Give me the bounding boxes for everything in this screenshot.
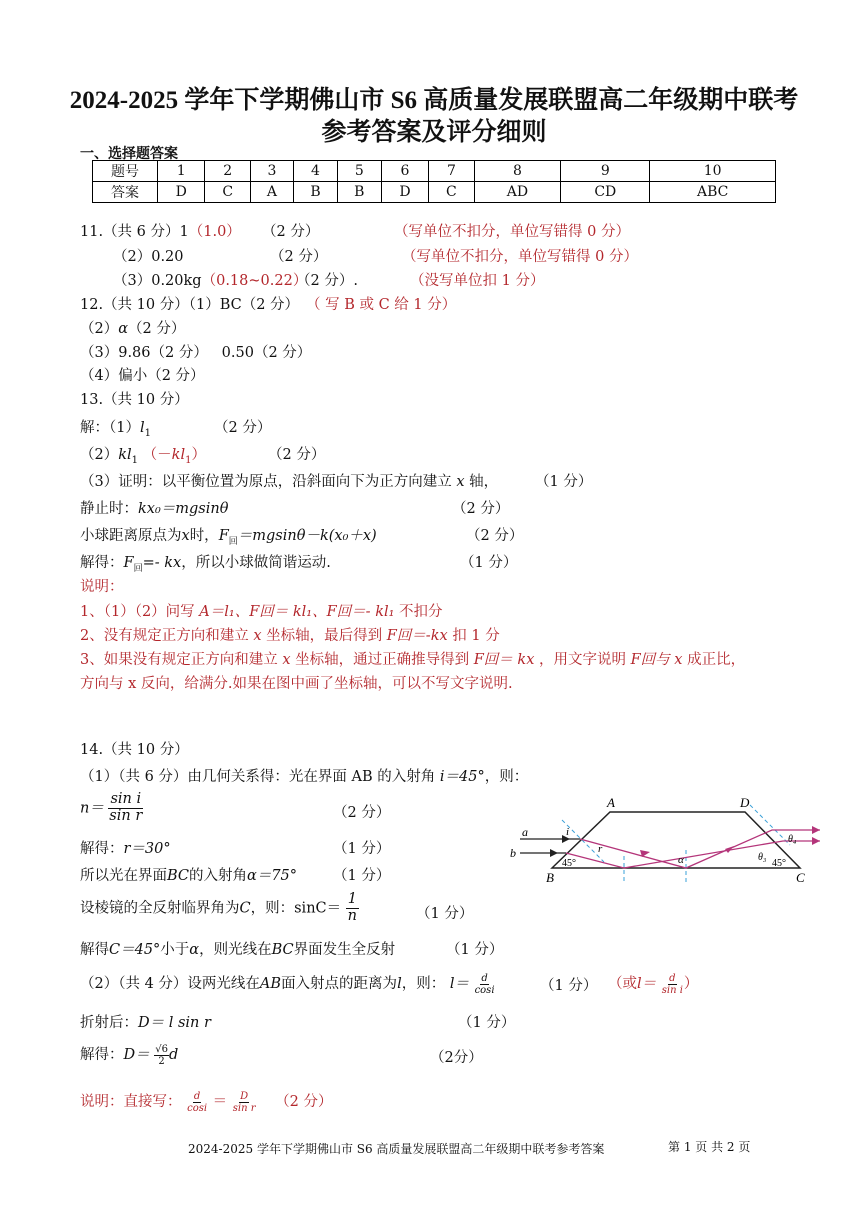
q14-part2-frac (474, 973, 496, 996)
q13-step3-x: x (456, 474, 465, 490)
answer-table (92, 160, 776, 203)
q13-step1-score: （2 分） (214, 420, 272, 436)
q12-line2-pre: （2） (80, 321, 119, 337)
q14-eq-snell (80, 792, 143, 825)
label-B: B (546, 870, 554, 885)
q14-part2-alt-den: sin i (661, 984, 683, 996)
q14-part2-c: ，则： (401, 976, 446, 992)
q13-step1-l: l (139, 420, 145, 436)
q11-part3: （3）0.20kg (113, 273, 202, 289)
table-cell: B (294, 182, 338, 203)
ray-b-arrow (550, 849, 558, 857)
q11-part1: 11.（共 6 分）1 (80, 224, 189, 240)
q13-step4-a: 静止时： (80, 501, 138, 517)
label-D: D (740, 795, 750, 810)
table-cell: D (158, 182, 205, 203)
q14-eq6-eq: D＝ l sin r (138, 1015, 211, 1031)
q14-eq-critical-lhs: sinC＝ (294, 900, 342, 917)
q14-eq-alpha (80, 864, 297, 885)
q13-note-head: 说明： (80, 579, 124, 595)
q13-note3-x2: x (674, 652, 683, 668)
q14-part1-intro (80, 765, 528, 786)
q14-eq-alpha-bc: BC (167, 868, 190, 884)
footer-text: 2024-2025 学年下学期佛山市 S6 高质量发展联盟高二年级期中联考参考答案 (188, 1142, 605, 1156)
q14-eq-critical-frac (346, 892, 359, 925)
q14-eq7-lhs: D＝ (123, 1047, 150, 1063)
prism-ray-diagram (500, 790, 840, 890)
q13-step5-score: （2 分） (466, 528, 524, 544)
q14-part2-alt-frac (661, 973, 684, 996)
q14-eq-r (80, 837, 171, 858)
q13-note3 (80, 648, 745, 669)
label-angle-i: i (566, 826, 570, 838)
q14-note-score: （2 分） (275, 1094, 333, 1110)
q13-step5-b: 时， (189, 528, 219, 544)
q14-eq5-bc: BC (271, 942, 294, 958)
q12-line2-alpha: α (118, 321, 129, 337)
q13-step4-score: （2 分） (452, 501, 510, 517)
table-cell: B (337, 182, 381, 203)
q13-step5-a: 小球距离原点为 (80, 528, 182, 544)
q12-line4: （4）偏小（2 分） (80, 368, 205, 384)
q14-eq-alpha-a: 所以光在界面 (80, 868, 167, 884)
q13-note3-eq: F回＝ kx (473, 652, 535, 668)
q14-eq7-a: 解得： (80, 1047, 124, 1063)
q13-step2-alt-a: （－ (142, 447, 172, 463)
q14-eq-critical-b: ，则： (250, 900, 295, 917)
page-title: 2024-2025 学年下学期佛山市 S6 高质量发展联盟高二年级期中联考 (69, 87, 799, 114)
q13-step1 (80, 416, 151, 439)
q13-step6 (80, 551, 331, 574)
q14-part2-alt-num: d (669, 972, 676, 984)
q13-note3-d: 成正比， (687, 652, 746, 668)
q13-head: 13.（共 10 分） (80, 392, 189, 408)
label-angle-alpha: α (678, 854, 684, 866)
q14-eq-r-eq: r＝30° (123, 841, 171, 857)
q13-note1-eq: A＝l₁、F回＝ kl₁、F回＝- kl₁ (199, 604, 395, 620)
q11-part2-score: （2 分） (270, 249, 328, 265)
q14-eq-alpha-b: 的入射角 (189, 868, 248, 884)
table-row (93, 161, 776, 182)
ray-b-out-arrow (812, 837, 820, 845)
q13-step3-a: （3）证明：以平衡位置为原点，沿斜面向下为正方向建立 (80, 474, 452, 490)
q14-eq5-d: 界面发生全反射 (293, 942, 396, 958)
table-cell: 3 (250, 161, 293, 182)
q14-part2-ab: AB (259, 976, 282, 992)
q13-note1 (80, 600, 443, 621)
q14-part2-num: d (481, 972, 488, 984)
q12-line2-score: （2 分） (128, 321, 186, 337)
q14-part2-score: （1 分） (540, 978, 598, 994)
table-cell: 6 (381, 161, 428, 182)
q14-eq5-eq: C＝45° (109, 942, 161, 958)
q14-eq-alpha-eq: α＝75° (247, 868, 298, 884)
q13-step2-alt-sub: 1 (185, 454, 192, 466)
q11-part3-score: （2 分）. (296, 273, 358, 289)
q12-line1-note: （ 写 B 或 C 给 1 分） (306, 297, 457, 313)
q14-note-eq: ＝ (212, 1094, 228, 1110)
q13-step1-pre: 解：（1） (80, 420, 140, 436)
label-C: C (796, 870, 805, 885)
table-cell: 2 (205, 161, 250, 182)
q13-step4 (80, 497, 228, 518)
q13-note1-a: 1、（1）（2）问写 (80, 604, 195, 620)
q13-step2-alt (142, 447, 206, 466)
q14-eq5-b: 小于 (160, 942, 190, 958)
q11-part1-note: （写单位不扣分，单位写错得 0 分） (394, 224, 630, 240)
q14-eq5-score: （1 分） (446, 942, 504, 958)
q13-step5-F: F (218, 528, 229, 544)
q12-line2 (80, 317, 185, 338)
q13-step4-eq: kx₀＝mgsinθ (138, 501, 229, 517)
q14-note-frac1 (186, 1091, 208, 1114)
q14-note-num2: D (240, 1090, 249, 1102)
q14-part2-alt (608, 972, 698, 996)
q13-step5 (80, 524, 377, 547)
q13-note2-a: 2、没有规定正方向和建立 (80, 628, 249, 644)
q11-part3-range: （0.18~0.22） (201, 273, 308, 289)
q11-part2-note: （写单位不扣分，单位写错得 0 分） (402, 249, 638, 265)
q14-eq-snell-num: sin i (110, 791, 142, 807)
q13-step2-score: （2 分） (268, 447, 326, 463)
q11-line1 (80, 220, 241, 241)
table-cell: A (250, 182, 293, 203)
q14-eq-D (80, 1011, 211, 1032)
table-cell: 10 (650, 161, 776, 182)
normal-cd (750, 805, 790, 845)
q14-part1-a: （1）（共 6 分）由几何关系得：光在界面 AB 的入射角 (80, 769, 436, 785)
table-cell: C (205, 182, 250, 203)
q14-eq-r-score: （1 分） (333, 841, 391, 857)
q14-eq5-c: ，则光线在 (199, 942, 272, 958)
q14-eq5-a: 解得 (80, 942, 109, 958)
q14-eq-snell-den: sin r (109, 807, 143, 824)
label-ray-b: b (510, 846, 516, 860)
q13-step6-sub: 回 (133, 563, 143, 574)
q13-note3-b: 坐标轴，通过正确推导得到 (295, 652, 470, 668)
q13-step6-a: 解得： (80, 555, 124, 571)
q13-note3-a: 3、如果没有规定正方向和建立 (80, 652, 278, 668)
q14-eq-critical-den: n (347, 907, 358, 924)
section-heading-choice: 一、选择题答案 (80, 146, 178, 162)
table-row-label: 题号 (93, 161, 158, 182)
q13-step6-eq: =- kx (142, 555, 182, 571)
q11-part2: （2）0.20 (113, 249, 184, 265)
q13-note3-line2: 方向与 x 反向，给满分.如果在图中画了坐标轴，可以不写文字说明. (80, 676, 513, 692)
q14-eq5-alpha: α (189, 942, 200, 958)
q11-part1-score: （2 分） (262, 224, 320, 240)
q14-part1-b: ，则： (484, 769, 529, 785)
table-cell: ABC (650, 182, 776, 203)
q11-part1-alt: （1.0） (188, 224, 241, 240)
q13-step3-b: 轴， (469, 474, 499, 490)
q13-step6-F: F (123, 555, 134, 571)
q14-note-a: 说明：直接写： (80, 1094, 182, 1110)
q11-line3 (113, 269, 307, 290)
q14-part2-alt-b: ） (683, 976, 699, 992)
q14-note (80, 1090, 332, 1114)
q13-step6-score: （1 分） (460, 555, 518, 571)
q14-part2-intro (80, 972, 496, 996)
q14-note-den2: sin r (232, 1102, 256, 1114)
table-cell: D (381, 182, 428, 203)
q13-step5-eq: ＝mgsinθ－k(x₀＋x) (237, 528, 377, 544)
label-angle-right: 45° (772, 858, 786, 869)
q13-note2-x: x (253, 628, 262, 644)
q14-eq-critical-score: （1 分） (416, 906, 474, 922)
q12-line1: 12.（共 10 分）（1）BC（2 分） (80, 297, 300, 313)
q13-note2-eq: F回＝-kx (386, 628, 448, 644)
table-cell: AD (474, 182, 561, 203)
q13-step3 (80, 470, 498, 491)
q13-note3-c: ，用文字说明 (539, 652, 626, 668)
q14-eq-alpha-score: （1 分） (333, 868, 391, 884)
q14-part2-a: （2）（共 4 分）设两光线在 (80, 976, 260, 992)
q13-step5-x: x (181, 528, 190, 544)
table-cell: 8 (474, 161, 561, 182)
q14-part2-den: cosi (474, 984, 495, 996)
q13-note2 (80, 624, 500, 645)
q14-eq-critical-a: 设棱镜的全反射临界角为 (80, 900, 240, 917)
q14-part2-alt-lhs: l＝ (637, 976, 657, 992)
q14-eq-r-a: 解得： (80, 841, 124, 857)
table-cell: 4 (294, 161, 338, 182)
q14-eq-critical-c: C (239, 900, 251, 917)
q11-part3-note: （没写单位扣 1 分） (410, 273, 545, 289)
q14-part1-eq: i＝45° (439, 769, 485, 785)
q14-eq-snell-frac (108, 792, 143, 825)
q12-line3: （3）9.86（2 分） 0.50（2 分） (80, 345, 312, 361)
q14-part2-eq-lhs: l＝ (449, 976, 469, 992)
q14-note-num1: d (193, 1090, 201, 1102)
table-cell: 7 (429, 161, 474, 182)
label-ray-a: a (522, 825, 528, 839)
q14-part2-l: l (397, 976, 402, 992)
table-cell: 5 (337, 161, 381, 182)
table-cell: 9 (561, 161, 650, 182)
q14-part2-b: 面入射点的距离为 (281, 976, 398, 992)
table-cell: CD (561, 182, 650, 203)
label-angle-left: 45° (562, 858, 576, 869)
page-subtitle: 参考答案及评分细则 (321, 119, 547, 146)
q13-step2-kl: kl (118, 447, 132, 463)
q14-eq6-a: 折射后： (80, 1015, 138, 1031)
q13-step5-sub: 回 (228, 536, 238, 547)
table-cell: C (429, 182, 474, 203)
q14-eq-snell-score: （2 分） (333, 805, 391, 821)
q13-step6-b: ，所以小球做简谐运动. (181, 555, 331, 571)
q13-note3-F: F回与 (630, 652, 670, 668)
table-row (93, 182, 776, 203)
q13-note3-x: x (282, 652, 291, 668)
q14-note-frac2 (232, 1091, 257, 1114)
q13-note2-b: 坐标轴，最后得到 (266, 628, 383, 644)
q14-eq-total-reflection (80, 938, 395, 959)
q13-step2 (80, 443, 206, 466)
q14-note-den1: cosi (187, 1102, 208, 1114)
q14-eq-critical (80, 892, 359, 925)
q14-eq7-den: 2 (158, 1055, 165, 1067)
label-angle-r: r (598, 843, 603, 855)
q13-step2-alt-b: ） (191, 447, 206, 463)
q14-eq7-num: √6 (155, 1043, 168, 1055)
q14-eq7-score: （2分） (430, 1050, 483, 1066)
table-cell: 1 (158, 161, 205, 182)
q14-eq-critical-num: 1 (347, 891, 357, 907)
q14-eq-snell-lhs: n＝ (80, 800, 104, 817)
page-number: 第 1 页 共 2 页 (668, 1140, 751, 1154)
q13-note2-c: 扣 1 分 (452, 628, 500, 644)
q14-eq6-score: （1 分） (458, 1015, 516, 1031)
label-theta3: θ₃ (758, 852, 767, 863)
q13-note1-b: 不扣分 (399, 604, 443, 620)
q13-step2-pre: （2） (80, 447, 119, 463)
label-A: A (607, 795, 615, 810)
ray-a-out-arrow (812, 826, 820, 834)
q13-step3-score: （1 分） (535, 474, 593, 490)
q14-eq7-frac (154, 1044, 169, 1067)
q13-step1-sub: 1 (144, 427, 151, 439)
table-row-label: 答案 (93, 182, 158, 203)
q14-head: 14.（共 10 分） (80, 742, 189, 758)
q13-step2-sub: 1 (131, 454, 139, 466)
label-theta4: θ₄ (788, 834, 797, 845)
q13-step2-alt-kl: kl (171, 447, 186, 463)
q14-eq7-d: d (168, 1047, 179, 1063)
q14-part2-alt-a: （或 (608, 976, 637, 992)
q14-eq-result (80, 1043, 178, 1067)
